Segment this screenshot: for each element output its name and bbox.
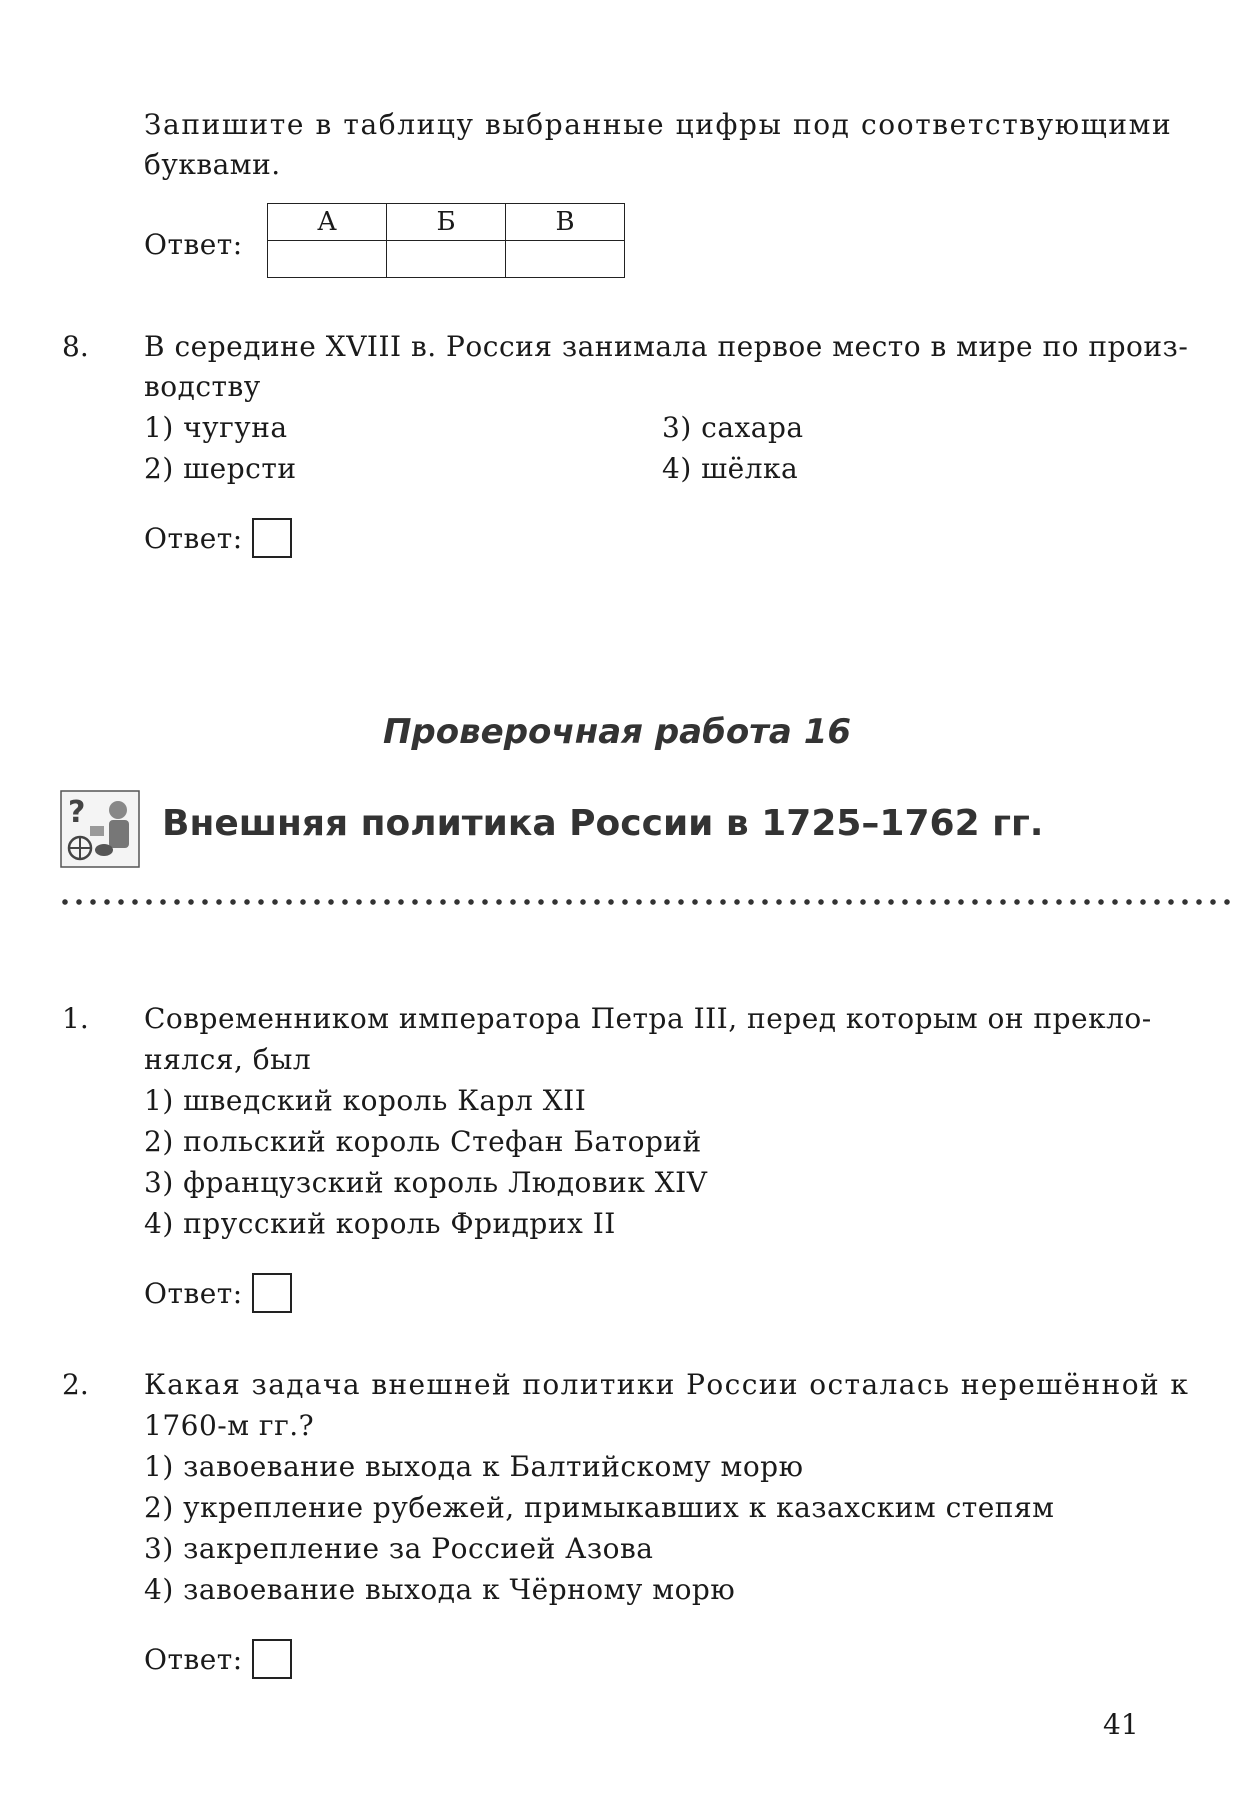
question-2-option-2: 2) укрепление рубежей, примыкавших к казахским степям — [144, 1491, 1055, 1524]
question-2-answer-box[interactable] — [252, 1639, 292, 1679]
question-8-option-1: 1) чугуна — [144, 411, 288, 444]
answer-table-header-c: В — [506, 204, 625, 241]
question-1-text: Современником императора Петра III, перед которым он прекло- — [144, 1002, 1152, 1035]
work-title: Проверочная работа 16 — [382, 712, 852, 752]
question-1-text-cont: нялся, был — [144, 1043, 312, 1076]
question-8-option-3: 3) сахара — [662, 411, 804, 444]
question-2-text: Какая задача внешней политики России осталась нерешённой к — [144, 1368, 1190, 1401]
question-2-answer-label: Ответ: — [144, 1643, 243, 1676]
dotted-divider — [58, 897, 1234, 907]
question-8-text: В середине XVIII в. Россия занимала первое место в мире по произ- — [144, 330, 1189, 363]
question-8-answer-label: Ответ: — [144, 522, 243, 555]
answer-table-header-b: Б — [387, 204, 506, 241]
question-1-option-4: 4) прусский король Фридрих II — [144, 1207, 616, 1240]
question-8-option-4: 4) шёлка — [662, 452, 799, 485]
prev-task-instruction: Запишите в таблицу выбранные цифры под соответствующими — [144, 108, 1173, 141]
answer-cell-b[interactable] — [387, 241, 506, 278]
page-number: 41 — [1103, 1708, 1139, 1741]
topic-title: Внешняя политика России в 1725–1762 гг. — [162, 803, 1044, 844]
prev-answer-label: Ответ: — [144, 228, 243, 261]
question-1-answer-box[interactable] — [252, 1273, 292, 1313]
question-1-answer-label: Ответ: — [144, 1277, 243, 1310]
question-1-option-1: 1) шведский король Карл XII — [144, 1084, 587, 1117]
question-8-number: 8. — [62, 330, 89, 363]
question-2-option-4: 4) завоевание выхода к Чёрному морю — [144, 1573, 736, 1606]
question-1-number: 1. — [62, 1002, 89, 1035]
question-2-number: 2. — [62, 1368, 89, 1401]
question-2-option-1: 1) завоевание выхода к Балтийскому морю — [144, 1450, 804, 1483]
question-8-option-2: 2) шерсти — [144, 452, 297, 485]
answer-cell-a[interactable] — [268, 241, 387, 278]
answer-table-header-a: А — [268, 204, 387, 241]
answer-table — [267, 203, 625, 278]
question-1-option-2: 2) польский король Стефан Баторий — [144, 1125, 702, 1158]
svg-text:?: ? — [68, 795, 86, 830]
answer-cell-c[interactable] — [506, 241, 625, 278]
question-8-answer-box[interactable] — [252, 518, 292, 558]
history-emblem-icon — [60, 790, 140, 868]
question-2-text-cont: 1760-м гг.? — [144, 1409, 315, 1442]
question-8-text-cont: водству — [144, 370, 261, 403]
question-1-option-3: 3) французский король Людовик XIV — [144, 1166, 708, 1199]
prev-task-instruction-cont: буквами. — [144, 148, 281, 181]
question-2-option-3: 3) закрепление за Россией Азова — [144, 1532, 654, 1565]
